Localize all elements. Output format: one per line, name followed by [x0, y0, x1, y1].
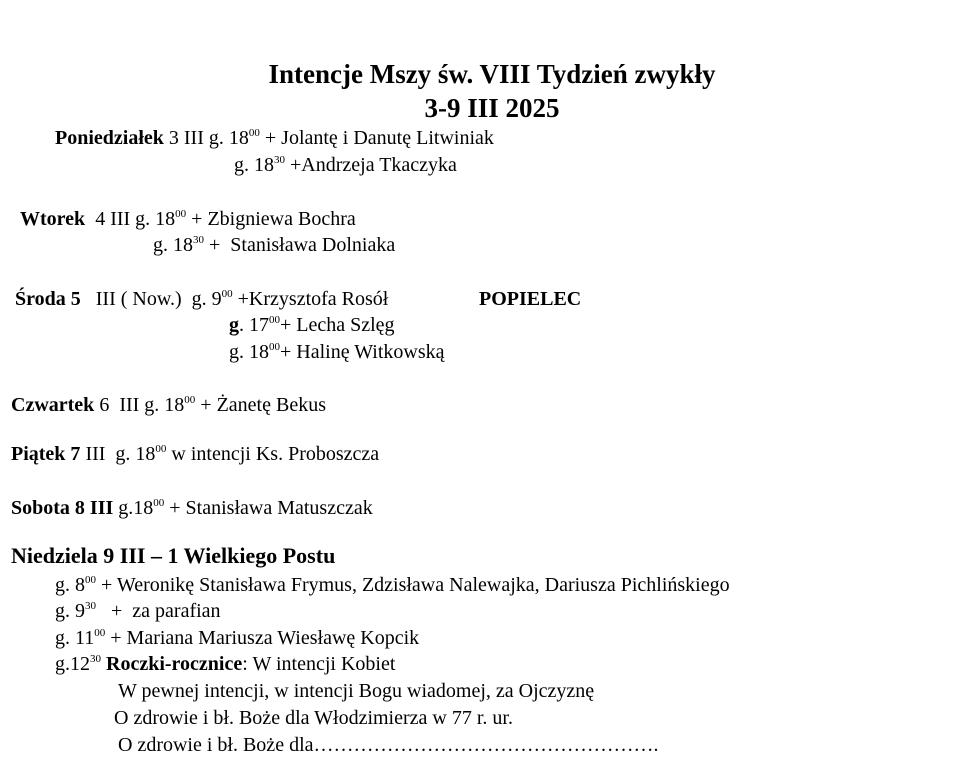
date-time: g.18: [113, 497, 154, 519]
day-name: Piątek 7: [11, 443, 81, 465]
time-minutes: 30: [90, 653, 101, 665]
mass-intention: + Halinę Witkowską: [280, 341, 445, 363]
time-minutes: 00: [94, 627, 106, 639]
time-minutes: 00: [269, 341, 280, 353]
date-time: 6 III g. 18: [94, 394, 185, 416]
sunday-mass-row: [55, 599, 221, 623]
date-time: g.12: [55, 653, 90, 675]
tuesday-row: [20, 207, 356, 231]
time-minutes: 00: [221, 288, 233, 300]
sunday-extra-intention: W pewnej intencji, w intencji Bogu wiadomej, za Ojczyznę: [118, 680, 595, 702]
monday-row-2: [234, 153, 457, 177]
time-minutes: 00: [85, 574, 96, 586]
mass-intention: : W intencji Kobiet: [242, 653, 396, 675]
monday-row: [55, 126, 494, 150]
time-minutes: 30: [274, 154, 285, 166]
time-minutes: 30: [85, 600, 96, 612]
mass-intention: +Krzysztofa Rosół: [232, 288, 389, 310]
mass-intention: + Jolantę i Danutę Litwiniak: [259, 127, 494, 149]
sunday-mass-row: [55, 626, 419, 650]
mass-intention: + za parafian: [96, 600, 221, 622]
date-time: g. 18: [229, 341, 269, 363]
tuesday-row-2: [153, 233, 395, 257]
mass-intention: + Mariana Mariusza Wiesławę Kopcik: [105, 627, 420, 649]
day-name: Środa 5: [15, 288, 81, 310]
mass-intention: + Stanisława Matuszczak: [164, 497, 373, 519]
mass-intention: +Andrzeja Tkaczyka: [285, 154, 457, 176]
ash-wednesday-label: POPIELEC: [479, 288, 582, 310]
time-minutes: 00: [248, 127, 260, 139]
date-time: III g. 18: [80, 443, 156, 465]
time-minutes: 00: [269, 314, 280, 326]
mass-intention: + Zbigniewa Bochra: [186, 208, 356, 230]
time-minutes: 00: [155, 443, 167, 455]
date-time: 4 III g. 18: [85, 208, 176, 230]
thursday-row: [11, 393, 326, 417]
day-name: Poniedziałek: [55, 127, 164, 149]
date-time: g. 11: [55, 627, 95, 649]
day-name: Czwartek: [11, 394, 95, 416]
sunday-extra-intention: O zdrowie i bł. Boże dla Włodzimierza w 77 r. ur.: [114, 707, 513, 729]
time-minutes: 00: [153, 497, 165, 509]
date-time: III ( Now.) g. 9: [80, 288, 222, 310]
date-time: g. 18: [234, 154, 274, 176]
wednesday-row-2: [229, 313, 395, 337]
wednesday-row: [15, 287, 388, 311]
day-name: Sobota 8 III: [11, 497, 114, 519]
mass-intention: + Weronikę Stanisława Frymus, Zdzisława Nalewajka, Dariusza Pichlińskiego: [96, 574, 730, 596]
saturday-row: [11, 496, 373, 520]
date-time: g. 18: [153, 234, 193, 256]
day-name: Wtorek: [20, 208, 86, 230]
mass-intention: + Lecha Szlęg: [280, 314, 395, 336]
date-time: 3 III g. 18: [163, 127, 249, 149]
sunday-extra-intention: O zdrowie i bł. Boże dla…………………………………………….: [118, 734, 659, 756]
date-time-prefix: g: [229, 314, 239, 336]
time-minutes: 00: [175, 208, 187, 220]
mass-intention: w intencji Ks. Proboszcza: [166, 443, 380, 465]
date-time: g. 9: [55, 600, 85, 622]
time-minutes: 30: [193, 234, 204, 246]
wednesday-row-3: [229, 340, 445, 364]
sunday-heading: Niedziela 9 III – 1 Wielkiego Postu: [11, 543, 336, 568]
page-title: Intencje Mszy św. VIII Tydzień zwykły: [268, 59, 716, 89]
time-minutes: 00: [184, 394, 196, 406]
page-subtitle-dates: 3-9 III 2025: [424, 93, 560, 123]
mass-intention: + Stanisława Dolniaka: [204, 234, 396, 256]
event-label: Roczki-rocznice: [101, 653, 243, 675]
friday-row: [11, 442, 379, 466]
sunday-mass-row: [55, 652, 395, 676]
mass-intention: + Żanetę Bekus: [195, 394, 326, 416]
sunday-mass-row: [55, 573, 730, 597]
date-time: . 17: [239, 314, 269, 336]
date-time: g. 8: [55, 574, 85, 596]
